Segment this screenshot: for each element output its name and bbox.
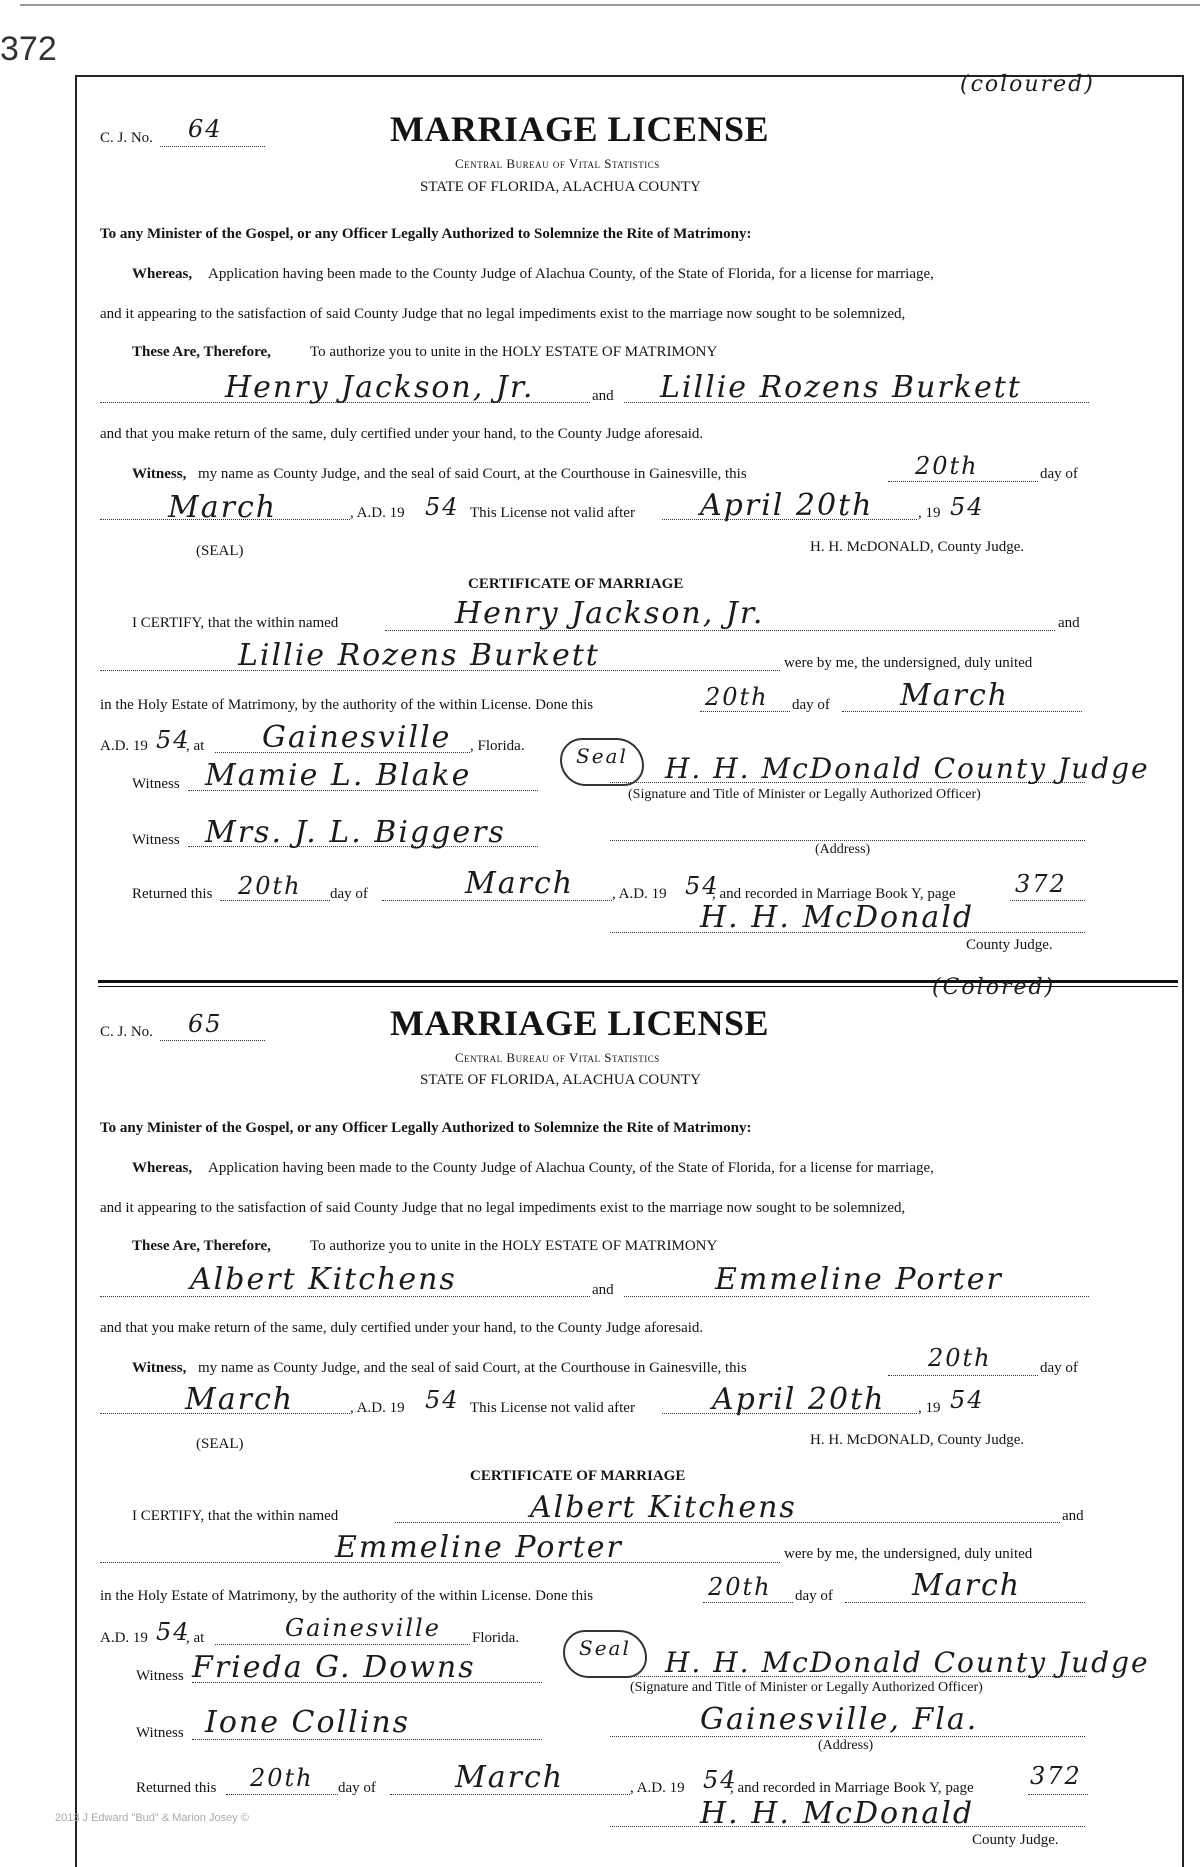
witness-label: Witness (132, 832, 180, 848)
florida-label: Florida. (472, 1630, 520, 1646)
appearing-text: and it appearing to the satisfaction of said County Judge that no legal impediments exist to the marriage now sought to be solemnized, (100, 1200, 906, 1216)
witness-text: my name as County Judge, and the seal of said Court, at the Courthouse in Gainesville, this (198, 466, 747, 482)
whereas-label: Whereas, (132, 266, 193, 282)
valid-year-prefix: , 19 (918, 505, 941, 521)
cert-bride-name: Lillie Rozens Burkett (238, 638, 600, 673)
certify-text: I CERTIFY, that the within named (132, 615, 339, 631)
done-day: 20th (708, 1573, 772, 1601)
ad-prefix: A.D. 19 (100, 738, 148, 754)
license-title: MARRIAGE LICENSE (390, 109, 770, 149)
judge-line: H. H. McDONALD, County Judge. (810, 1432, 1025, 1448)
certificate-title: CERTIFICATE OF MARRIAGE (470, 1468, 686, 1484)
issue-day: 20th (915, 452, 979, 480)
salutation: To any Minister of the Gospel, or any Officer Legally Authorized to Solemnize the Rite of Matrimony: (100, 1120, 752, 1136)
witness-label: Witness (136, 1668, 184, 1684)
holy-estate-text: in the Holy Estate of Matrimony, by the authority of the within License. Done this (100, 1588, 594, 1604)
cert-and: and (1058, 615, 1080, 631)
bureau-name: Central Bureau of Vital Statistics (455, 156, 660, 171)
dotted-line (888, 481, 1038, 482)
dotted-line (610, 840, 1085, 841)
race-note: (coloured) (960, 72, 1095, 97)
witness-label: Witness (132, 776, 180, 792)
cj-number: 65 (188, 1010, 223, 1038)
valid-until: April 20th (712, 1382, 886, 1417)
these-are-label: These Are, Therefore, (132, 344, 271, 360)
dotted-line (888, 1375, 1038, 1376)
seal-stamp (560, 738, 644, 786)
florida-label: , Florida. (470, 738, 525, 754)
salutation: To any Minister of the Gospel, or any Officer Legally Authorized to Solemnize the Rite of Matrimony: (100, 226, 752, 242)
return-text: and that you make return of the same, duly certified under your hand, to the County Judge aforesaid. (100, 1320, 704, 1336)
valid-until: April 20th (700, 488, 874, 523)
holy-estate-text: in the Holy Estate of Matrimony, by the authority of the within License. Done this (100, 697, 594, 713)
returned-day-of: day of (338, 1780, 376, 1796)
day-of: day of (1040, 466, 1078, 482)
certify-text: I CERTIFY, that the within named (132, 1508, 339, 1524)
dotted-line (226, 1794, 338, 1795)
county-judge-caption: County Judge. (972, 1832, 1059, 1848)
page-top-edge (20, 4, 1200, 6)
recorded-text: , and recorded in Marriage Book Y, page (712, 886, 956, 902)
authorize-text: To authorize you to unite in the HOLY ESTATE OF MATRIMONY (310, 1238, 718, 1254)
place: Gainesville (285, 1614, 441, 1642)
bride-name: Emmeline Porter (715, 1262, 1003, 1297)
seal-text: Seal (576, 744, 628, 768)
and-word: and (592, 1282, 614, 1298)
book-page: 372 (1015, 870, 1067, 898)
and-word: and (592, 388, 614, 404)
copyright-watermark: 2013 J Edward "Bud" & Marion Josey © (55, 1812, 249, 1824)
bureau-name: Central Bureau of Vital Statistics (455, 1050, 660, 1065)
clerk-signature: H. H. McDonald (700, 900, 975, 935)
whereas-text: Application having been made to the County Judge of Alachua County, of the State of Florida, for a license for marriage, (208, 1160, 934, 1176)
ad-text: , A.D. 19 (350, 505, 405, 521)
state-county: STATE OF FLORIDA, ALACHUA COUNTY (420, 179, 701, 195)
dotted-line (160, 1040, 265, 1041)
returned-day: 20th (250, 1764, 314, 1792)
done-day: 20th (705, 683, 769, 711)
done-month: March (912, 1568, 1022, 1603)
issue-month: March (185, 1382, 295, 1417)
groom-name: Henry Jackson, Jr. (225, 370, 535, 405)
county-judge-caption: County Judge. (966, 937, 1053, 953)
address-caption: (Address) (818, 1738, 874, 1753)
dotted-line (160, 146, 265, 147)
cj-label: C. J. No. (100, 130, 153, 146)
seal-label: (SEAL) (196, 543, 244, 559)
state-county: STATE OF FLORIDA, ALACHUA COUNTY (420, 1072, 701, 1088)
witness-label-bold: Witness, (132, 466, 187, 482)
groom-name: Albert Kitchens (190, 1262, 457, 1297)
whereas-label: Whereas, (132, 1160, 193, 1176)
valid-text: This License not valid after (470, 505, 635, 521)
seal-text: Seal (579, 1636, 631, 1660)
issue-year: 54 (425, 1386, 460, 1414)
cj-label: C. J. No. (100, 1024, 153, 1040)
returned-year: 54 (703, 1766, 738, 1794)
returned-ad: , A.D. 19 (630, 1780, 685, 1796)
these-are-label: These Are, Therefore, (132, 1238, 271, 1254)
issue-month: March (168, 490, 278, 525)
clerk-signature: H. H. McDonald (700, 1796, 975, 1831)
valid-year: 54 (950, 493, 985, 521)
done-year: 54 (156, 726, 191, 754)
witness-1-signature: Frieda G. Downs (192, 1650, 476, 1685)
cert-and: and (1062, 1508, 1084, 1524)
dotted-line (703, 1602, 793, 1603)
dotted-line (220, 900, 330, 901)
done-month: March (900, 678, 1010, 713)
witness-1-signature: Mamie L. Blake (205, 758, 472, 793)
returned-text: Returned this (136, 1780, 217, 1796)
valid-year-prefix: , 19 (918, 1400, 941, 1416)
officer-signature: H. H. McDonald County Judge (665, 752, 1150, 785)
at-word: , at (186, 1630, 205, 1646)
united-text: were by me, the undersigned, duly united (784, 1546, 1033, 1562)
judge-line: H. H. McDONALD, County Judge. (810, 539, 1025, 555)
seal-stamp (563, 1630, 647, 1678)
returned-day-of: day of (330, 886, 368, 902)
witness-label: Witness (136, 1725, 184, 1741)
issue-day: 20th (928, 1344, 992, 1372)
witness-text: my name as County Judge, and the seal of said Court, at the Courthouse in Gainesville, this (198, 1360, 747, 1376)
returned-text: Returned this (132, 886, 213, 902)
address: Gainesville, Fla. (700, 1702, 979, 1737)
cert-groom-name: Henry Jackson, Jr. (455, 596, 765, 631)
return-text: and that you make return of the same, duly certified under your hand, to the County Judge aforesaid. (100, 426, 704, 442)
dotted-line (1028, 1794, 1088, 1795)
day-of: day of (1040, 1360, 1078, 1376)
certificate-title: CERTIFICATE OF MARRIAGE (468, 576, 684, 592)
united-text: were by me, the undersigned, duly united (784, 655, 1033, 671)
place: Gainesville (262, 720, 452, 755)
witness-2-signature: Ione Collins (205, 1705, 411, 1740)
returned-year: 54 (685, 872, 720, 900)
returned-month: March (455, 1760, 565, 1795)
valid-text: This License not valid after (470, 1400, 635, 1416)
dotted-line (215, 1644, 470, 1645)
at-word: , at (186, 738, 205, 754)
done-day-of: day of (792, 697, 830, 713)
witness-2-signature: Mrs. J. L. Biggers (205, 815, 506, 850)
race-note: (Colored) (932, 975, 1056, 1000)
dotted-line (700, 711, 790, 712)
cert-groom-name: Albert Kitchens (530, 1490, 797, 1525)
witness-label-bold: Witness, (132, 1360, 187, 1376)
done-day-of: day of (795, 1588, 833, 1604)
seal-label: (SEAL) (196, 1436, 244, 1452)
valid-year: 54 (950, 1386, 985, 1414)
returned-ad: , A.D. 19 (612, 886, 667, 902)
authorize-text: To authorize you to unite in the HOLY ESTATE OF MATRIMONY (310, 344, 718, 360)
address-caption: (Address) (815, 842, 871, 857)
done-year: 54 (156, 1618, 191, 1646)
returned-month: March (465, 866, 575, 901)
officer-signature: H. H. McDonald County Judge (665, 1646, 1150, 1679)
returned-day: 20th (238, 872, 302, 900)
dotted-line (1010, 900, 1085, 901)
issue-year: 54 (425, 493, 460, 521)
bride-name: Lillie Rozens Burkett (660, 370, 1022, 405)
ad-prefix: A.D. 19 (100, 1630, 148, 1646)
whereas-text: Application having been made to the County Judge of Alachua County, of the State of Florida, for a license for marriage, (208, 266, 934, 282)
license-title: MARRIAGE LICENSE (390, 1003, 770, 1043)
signature-caption: (Signature and Title of Minister or Legally Authorized Officer) (628, 787, 981, 802)
cert-bride-name: Emmeline Porter (335, 1530, 623, 1565)
page-number: 372 (0, 30, 57, 68)
ad-text: , A.D. 19 (350, 1400, 405, 1416)
signature-caption: (Signature and Title of Minister or Legally Authorized Officer) (630, 1680, 983, 1695)
appearing-text: and it appearing to the satisfaction of said County Judge that no legal impediments exist to the marriage now sought to be solemnized, (100, 306, 906, 322)
cj-number: 64 (188, 115, 223, 143)
recorded-text: , and recorded in Marriage Book Y, page (730, 1780, 974, 1796)
book-page: 372 (1030, 1762, 1082, 1790)
